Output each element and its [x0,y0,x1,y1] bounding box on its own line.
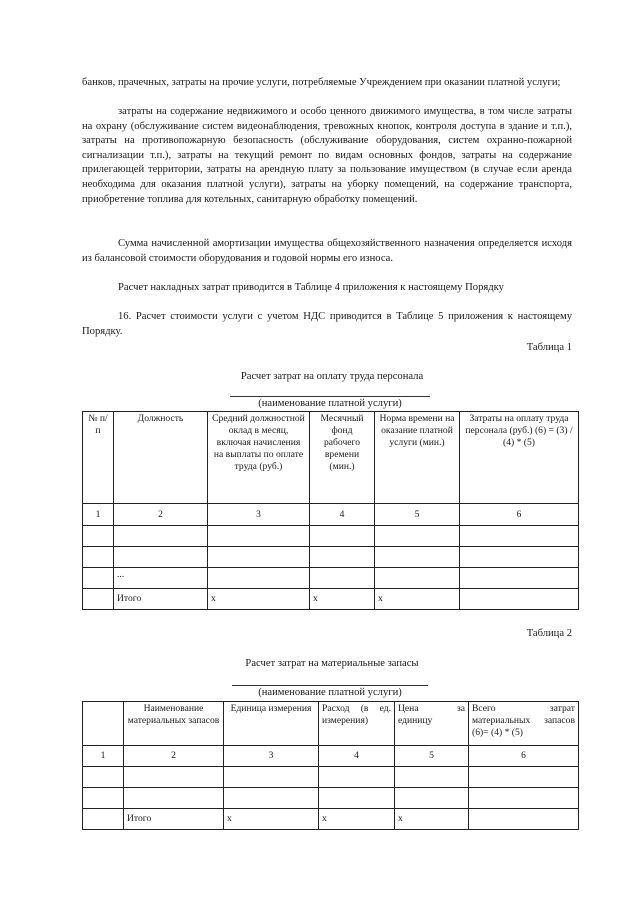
table2-col-number: 4 [319,746,395,767]
table1-header-time-norm: Норма времени на оказание платной услуги (мин.) [375,412,460,504]
table1-total-x: х [208,589,310,610]
table1-ellipsis-row [83,568,579,589]
table2-col-number: 5 [395,746,469,767]
table1-number-row [83,504,579,526]
table1-header-time-fund: Месячный фонд рабочего времени (мин.) [310,412,375,504]
paragraph-vat: 16. Расчет стоимости услуги с учетом НДС приводится в Таблице 5 приложения к настоящему Порядку. [82,311,572,337]
table2-title: Расчет затрат на материальные запасы [245,658,419,669]
table2-empty-row [83,767,579,788]
table1-total-x: х [375,589,460,610]
table1-col-number: 2 [114,504,208,526]
table1-header-labor-costs: Затраты на оплату труда персонала (руб.) (6) = (3) / (4) * (5) [460,412,579,504]
table2-total-label: Итого [124,809,224,830]
table2-header-row [83,702,579,746]
table2-col-number: 1 [83,746,124,767]
table2-header-total-costs: Всего затрат материальных запасов (6)= (4) * (5) [469,702,579,746]
table2-total-x: х [224,809,319,830]
table2-header-material-name: Наименование материальных запасов [124,702,224,746]
table1-col-number: 3 [208,504,310,526]
table1-title: Расчет затрат на оплату труда персонала [240,371,424,382]
table1-staff-costs [82,411,579,610]
paragraph-property-costs: затраты на содержание недвижимого и особо ценного движимого имущества, в том числе затраты на охрану (обслуживание систем видеонаблюдения, тревожных кнопок, контроля доступа в здание и т.п.), затраты на противопожарную безопасность (обслуживание оборудования, систем охранно-пожарной сигнализации т.п.), затраты на текущий ремонт по видам основных фондов, затраты на содержание прилегающей территории, затраты на арендную плату за пользование имуществом (в случае если аренда необходима для оказания платной услуги), затраты на уборку помещений, на содержание транспорта, приобретение топлива для котельных, санитарную обработку помещений. [82,106,572,205]
table2-col-number: 2 [124,746,224,767]
table2-total-x: х [319,809,395,830]
table2-header-unit: Единица измерения [224,702,319,746]
table2-number-row [83,746,579,767]
table1-empty-row [83,547,579,568]
table1-subtitle: (наименование платной услуги) [258,398,402,409]
table2-header-number [83,702,124,746]
table2-empty-row [83,788,579,809]
table2-total-x: х [395,809,469,830]
paragraph-services: банков, прачечных, затраты на прочие услуги, потребляемые Учреждением при оказании платной услуги; [82,77,561,88]
table1-total-row [83,589,579,610]
paragraph-depreciation: Сумма начисленной амортизации имущества общехозяйственного назначения определяется исходя из балансовой стоимости оборудования и годовой нормы его износа. [82,238,572,264]
table2-label: Таблица 2 [526,628,572,639]
table1-empty-row [83,526,579,547]
table1-col-number: 6 [460,504,579,526]
table1-label: Таблица 1 [526,342,572,353]
table1-total-x: х [310,589,375,610]
table2-total-row [83,809,579,830]
table1-total-label: Итого [114,589,208,610]
table1-header-row [83,412,579,504]
table2-header-unit-price: Цена за единицу [395,702,469,746]
table1-col-number: 4 [310,504,375,526]
table1-col-number: 1 [83,504,114,526]
paragraph-overhead: Расчет накладных затрат приводится в Таблице 4 приложения к настоящему Порядку [118,282,504,293]
table2-col-number: 3 [224,746,319,767]
table1-ellipsis: ... [114,568,208,589]
table2-col-number: 6 [469,746,579,767]
table1-header-number: № п/п [83,412,114,504]
table1-header-position: Должность [114,412,208,504]
table1-col-number: 5 [375,504,460,526]
table2-material-costs [82,701,579,830]
table2-header-consumption: Расход (в ед. измерения) [319,702,395,746]
table2-subtitle: (наименование платной услуги) [258,687,402,698]
table1-header-salary: Средний должностной оклад в месяц, включая начисления на выплаты по оплате труда (руб.) [208,412,310,504]
